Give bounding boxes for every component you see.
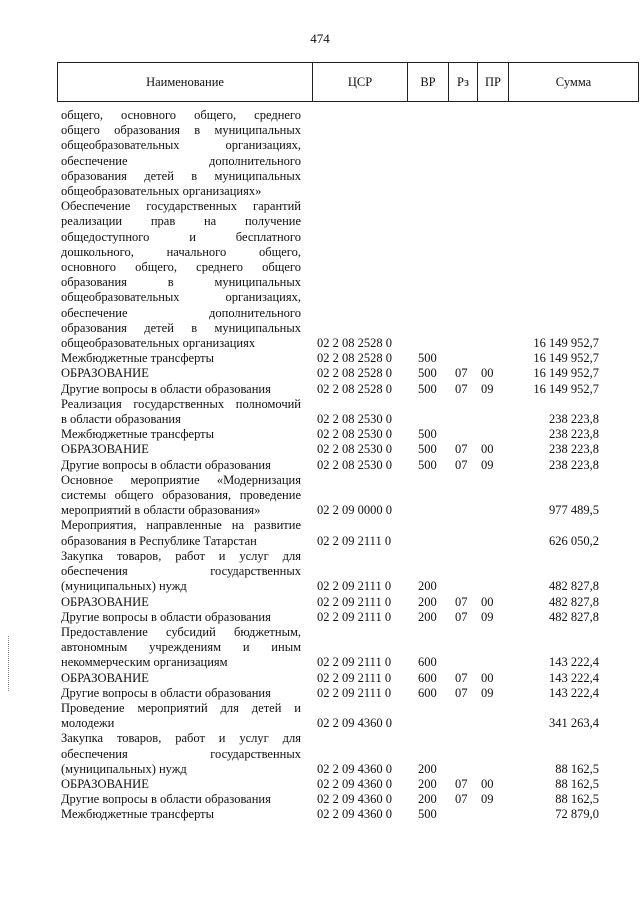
row-name-line: ОБРАЗОВАНИЕ bbox=[61, 594, 149, 609]
row-sum: 977 489,5 bbox=[549, 503, 599, 518]
row-csr: 02 2 09 2111 0 bbox=[317, 685, 392, 700]
row-name-line: обеспечения государственных bbox=[61, 564, 301, 579]
row-name-line: Реализация государственных полномочий bbox=[61, 396, 301, 411]
row-name-line: образования в муниципальных bbox=[61, 275, 301, 290]
row-name bbox=[61, 807, 301, 822]
table-row bbox=[0, 518, 640, 548]
row-csr: 02 2 09 2111 0 bbox=[317, 579, 392, 594]
row-vr: 200 bbox=[418, 761, 437, 776]
row-sum: 626 050,2 bbox=[549, 533, 599, 548]
row-csr: 02 2 08 2528 0 bbox=[317, 381, 392, 396]
row-sum: 72 879,0 bbox=[555, 807, 599, 822]
row-name-line: Другие вопросы в области образования bbox=[61, 792, 271, 807]
row-vr: 500 bbox=[418, 807, 437, 822]
row-name bbox=[61, 382, 301, 397]
row-vr: 600 bbox=[418, 655, 437, 670]
row-name bbox=[61, 549, 301, 595]
row-name bbox=[61, 397, 301, 427]
header-row bbox=[58, 63, 639, 102]
row-name-line: общедоступного и бесплатного bbox=[61, 229, 301, 244]
header-name: Наименование bbox=[58, 63, 313, 102]
row-sum: 238 223,8 bbox=[549, 442, 599, 457]
row-csr: 02 2 08 2528 0 bbox=[317, 366, 392, 381]
row-name bbox=[61, 595, 301, 610]
row-vr: 200 bbox=[418, 594, 437, 609]
row-vr: 600 bbox=[418, 685, 437, 700]
row-sum: 88 162,5 bbox=[555, 761, 599, 776]
row-name bbox=[61, 671, 301, 686]
row-rz: 07 bbox=[455, 366, 468, 381]
row-csr: 02 2 09 0000 0 bbox=[317, 503, 392, 518]
row-name-line: Закупка товаров, работ и услуг для bbox=[61, 731, 301, 746]
row-name-line: образования в Республике Татарстан bbox=[61, 533, 257, 548]
row-name bbox=[61, 731, 301, 777]
row-pr: 00 bbox=[481, 776, 494, 791]
table-row bbox=[0, 473, 640, 519]
row-name-line: Закупка товаров, работ и услуг для bbox=[61, 548, 301, 563]
row-vr: 200 bbox=[418, 579, 437, 594]
row-name bbox=[61, 792, 301, 807]
row-csr: 02 2 09 4360 0 bbox=[317, 761, 392, 776]
row-name-line: Другие вопросы в области образования bbox=[61, 685, 271, 700]
row-rz: 07 bbox=[455, 594, 468, 609]
table-row bbox=[0, 366, 640, 381]
row-name bbox=[61, 610, 301, 625]
row-name bbox=[61, 351, 301, 366]
table-row bbox=[0, 686, 640, 701]
row-csr: 02 2 09 2111 0 bbox=[317, 609, 392, 624]
row-name bbox=[61, 625, 301, 671]
row-name bbox=[61, 108, 301, 199]
row-name-line: общеобразовательных организациях, bbox=[61, 138, 301, 153]
row-vr: 500 bbox=[418, 442, 437, 457]
row-rz: 07 bbox=[455, 609, 468, 624]
row-pr: 00 bbox=[481, 366, 494, 381]
header-pr: ПР bbox=[478, 63, 509, 102]
table-row bbox=[0, 777, 640, 792]
row-name bbox=[61, 473, 301, 519]
row-vr: 500 bbox=[418, 427, 437, 442]
table-row bbox=[0, 625, 640, 671]
table-row bbox=[0, 701, 640, 731]
table-row bbox=[0, 595, 640, 610]
row-name-line: общеобразовательных организациях» bbox=[61, 184, 262, 199]
row-name-line: Межбюджетные трансферты bbox=[61, 807, 215, 822]
row-csr: 02 2 08 2530 0 bbox=[317, 457, 392, 472]
table-row bbox=[0, 382, 640, 397]
row-name-line: основного общего, среднего общего bbox=[61, 260, 301, 275]
row-pr: 09 bbox=[481, 792, 494, 807]
row-vr: 600 bbox=[418, 670, 437, 685]
row-csr: 02 2 08 2528 0 bbox=[317, 336, 392, 351]
row-csr: 02 2 09 4360 0 bbox=[317, 792, 392, 807]
row-rz: 07 bbox=[455, 776, 468, 791]
row-pr: 00 bbox=[481, 594, 494, 609]
row-name-line: Предоставление субсидий бюджетным, bbox=[61, 624, 301, 639]
table-row bbox=[0, 549, 640, 595]
row-name-line: Межбюджетные трансферты bbox=[61, 351, 215, 366]
row-vr: 200 bbox=[418, 609, 437, 624]
row-pr: 00 bbox=[481, 442, 494, 457]
row-name-line: Основное мероприятие «Модернизация bbox=[61, 472, 301, 487]
row-pr: 00 bbox=[481, 670, 494, 685]
row-name-line: (муниципальных) нужд bbox=[61, 761, 187, 776]
row-sum: 238 223,8 bbox=[549, 412, 599, 427]
row-rz: 07 bbox=[455, 792, 468, 807]
table-row bbox=[0, 108, 640, 199]
row-sum: 16 149 952,7 bbox=[533, 366, 599, 381]
row-vr: 500 bbox=[418, 457, 437, 472]
row-name-line: ОБРАЗОВАНИЕ bbox=[61, 366, 149, 381]
row-sum: 16 149 952,7 bbox=[533, 336, 599, 351]
row-sum: 143 222,4 bbox=[549, 655, 599, 670]
table-row bbox=[0, 427, 640, 442]
row-name-line: дошкольного, начального общего, bbox=[61, 244, 301, 259]
row-vr: 200 bbox=[418, 792, 437, 807]
row-csr: 02 2 09 2111 0 bbox=[317, 594, 392, 609]
table-row bbox=[0, 731, 640, 777]
row-sum: 16 149 952,7 bbox=[533, 351, 599, 366]
table-row bbox=[0, 442, 640, 457]
header-vr: ВР bbox=[408, 63, 449, 102]
row-rz: 07 bbox=[455, 381, 468, 396]
row-name-line: Мероприятия, направленные на развитие bbox=[61, 518, 301, 533]
row-csr: 02 2 08 2530 0 bbox=[317, 412, 392, 427]
row-name bbox=[61, 442, 301, 457]
table-row bbox=[0, 458, 640, 473]
row-name-line: общего, основного общего, среднего bbox=[61, 108, 301, 122]
header-rz: Рз bbox=[449, 63, 478, 102]
row-csr: 02 2 08 2528 0 bbox=[317, 351, 392, 366]
row-csr: 02 2 08 2530 0 bbox=[317, 442, 392, 457]
row-sum: 238 223,8 bbox=[549, 427, 599, 442]
row-name-line: обеспечение дополнительного bbox=[61, 305, 301, 320]
table-row bbox=[0, 610, 640, 625]
row-pr: 09 bbox=[481, 609, 494, 624]
row-rz: 07 bbox=[455, 670, 468, 685]
row-sum: 238 223,8 bbox=[549, 457, 599, 472]
row-name-line: Обеспечение государственных гарантий bbox=[61, 199, 301, 214]
row-name-line: Другие вопросы в области образования bbox=[61, 381, 271, 396]
row-name bbox=[61, 427, 301, 442]
row-name-line: Другие вопросы в области образования bbox=[61, 609, 271, 624]
row-sum: 143 222,4 bbox=[549, 670, 599, 685]
table-row bbox=[0, 397, 640, 427]
row-rz: 07 bbox=[455, 685, 468, 700]
row-name-line: обеспечения государственных bbox=[61, 746, 301, 761]
row-sum: 482 827,8 bbox=[549, 609, 599, 624]
row-name-line: (муниципальных) нужд bbox=[61, 579, 187, 594]
row-sum: 88 162,5 bbox=[555, 792, 599, 807]
row-csr: 02 2 09 4360 0 bbox=[317, 716, 392, 731]
row-name-line: некоммерческим организациям bbox=[61, 655, 228, 670]
row-csr: 02 2 09 2111 0 bbox=[317, 655, 392, 670]
row-name bbox=[61, 701, 301, 731]
row-name-line: общеобразовательных организациях, bbox=[61, 290, 301, 305]
row-csr: 02 2 08 2530 0 bbox=[317, 427, 392, 442]
row-name-line: образования детей в муниципальных bbox=[61, 168, 301, 183]
row-vr: 200 bbox=[418, 776, 437, 791]
row-rz: 07 bbox=[455, 457, 468, 472]
table-row bbox=[0, 671, 640, 686]
row-name-line: ОБРАЗОВАНИЕ bbox=[61, 776, 149, 791]
row-vr: 500 bbox=[418, 366, 437, 381]
row-name bbox=[61, 777, 301, 792]
row-name-line: обеспечение дополнительного bbox=[61, 153, 301, 168]
row-sum: 482 827,8 bbox=[549, 579, 599, 594]
header-sum: Сумма bbox=[509, 63, 639, 102]
row-name-line: Межбюджетные трансферты bbox=[61, 427, 215, 442]
row-vr: 500 bbox=[418, 381, 437, 396]
row-name-line: общего образования в муниципальных bbox=[61, 123, 301, 138]
table-row bbox=[0, 351, 640, 366]
margin-artifact bbox=[8, 636, 11, 691]
header-csr: ЦСР bbox=[313, 63, 408, 102]
row-rz: 07 bbox=[455, 442, 468, 457]
table-body bbox=[0, 108, 640, 823]
row-name-line: в области образования bbox=[61, 412, 181, 427]
row-sum: 482 827,8 bbox=[549, 594, 599, 609]
row-csr: 02 2 09 4360 0 bbox=[317, 807, 392, 822]
row-vr: 500 bbox=[418, 351, 437, 366]
row-csr: 02 2 09 2111 0 bbox=[317, 670, 392, 685]
row-name bbox=[61, 458, 301, 473]
row-sum: 88 162,5 bbox=[555, 776, 599, 791]
row-name-line: Другие вопросы в области образования bbox=[61, 457, 271, 472]
row-pr: 09 bbox=[481, 381, 494, 396]
row-sum: 16 149 952,7 bbox=[533, 381, 599, 396]
row-csr: 02 2 09 2111 0 bbox=[317, 533, 392, 548]
row-name-line: автономным учреждениям и иным bbox=[61, 640, 301, 655]
table-row bbox=[0, 199, 640, 351]
page-number: 474 bbox=[310, 31, 330, 46]
row-name bbox=[61, 686, 301, 701]
row-name-line: системы общего образования, проведение bbox=[61, 488, 301, 503]
row-name-line: реализации прав на получение bbox=[61, 214, 301, 229]
row-name bbox=[61, 366, 301, 381]
row-name bbox=[61, 199, 301, 351]
row-csr: 02 2 09 4360 0 bbox=[317, 776, 392, 791]
row-pr: 09 bbox=[481, 685, 494, 700]
row-pr: 09 bbox=[481, 457, 494, 472]
table-row bbox=[0, 792, 640, 807]
row-name bbox=[61, 518, 301, 548]
row-name-line: мероприятий в области образования» bbox=[61, 503, 261, 518]
row-name-line: молодежи bbox=[61, 716, 115, 731]
row-sum: 143 222,4 bbox=[549, 685, 599, 700]
row-name-line: общеобразовательных организациях bbox=[61, 336, 256, 351]
row-name-line: ОБРАЗОВАНИЕ bbox=[61, 670, 149, 685]
table-header bbox=[57, 62, 639, 102]
row-name-line: ОБРАЗОВАНИЕ bbox=[61, 442, 149, 457]
table-row bbox=[0, 807, 640, 822]
row-sum: 341 263,4 bbox=[549, 716, 599, 731]
row-name-line: Проведение мероприятий для детей и bbox=[61, 700, 301, 715]
row-name-line: образования детей в муниципальных bbox=[61, 320, 301, 335]
